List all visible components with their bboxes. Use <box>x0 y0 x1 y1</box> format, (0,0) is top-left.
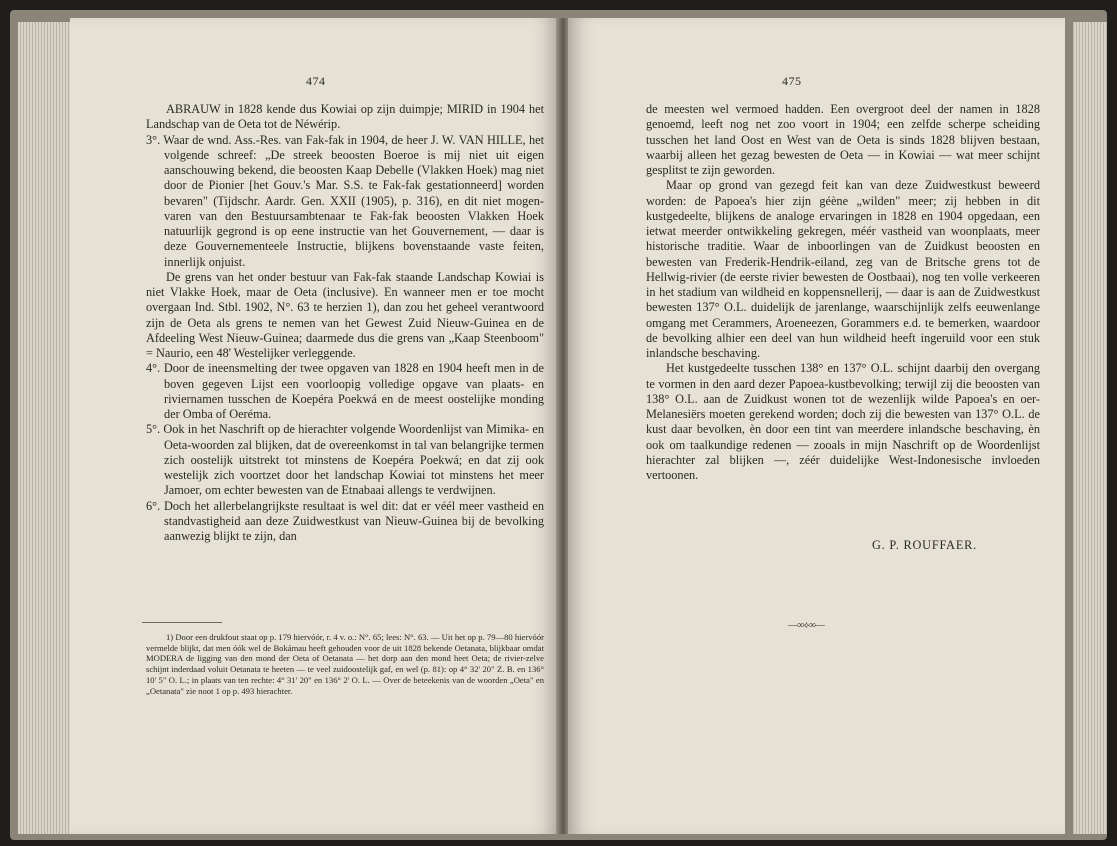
page-number-right: 475 <box>782 74 802 88</box>
paragraph: ABRAUW in 1828 kende dus Kowiai op zijn duimpje; MIRID in 1904 het Landschap van de Oeta tot de Néwérip. <box>146 102 544 132</box>
page-number-left: 474 <box>306 74 326 88</box>
paragraph: De grens van het onder bestuur van Fak-fak staande Landschap Kowiai is niet Vlakke Hoek, maar de Oeta (inclusive). En wanneer men er toe mocht overgaan Ind. Stbl. 1902, N°. 63 te herzien 1), dan zou het geheel verantwoord zijn de Oeta als grens te nemen van het Gewest Zuid Nieuw-Guinea en de Afdeeling West Nieuw-Guinea; daarmede dus die grens van „Kaap Steenboom" = Naurio, een 48' Westelijker verleggende. <box>146 269 544 360</box>
footnote <box>146 632 544 696</box>
footnote-text: 1) Door een drukfout staat op p. 179 hiervóór, r. 4 v. o.: N°. 65; lees: N°. 63. — Uit het op p. 79—80 hiervóór vermelde blijkt, dat men óók wel de Bokámau heeft gehouden voor de uit 1828 bekende Oetanata, blijkbaar omdat MODERA de ligging van den mond der Oeta of Oetanata — het dorp aan den mond heet Oeta; de rivier-zelve schijnt inderdaad voluit Oetanata te heeten — te veel zuidoostelijk gaf, en wel (p. 81): op 4° 32' 20" Z. B. en 136° 10' 5" O. L.; in plaats van ten rechte: 4° 31' 20" en 136° 2' O. L. — Over de beteekenis van de woorden „Oeta" en „Oetanata" zie noot 1 op p. 493 hierachter. <box>146 632 544 696</box>
numbered-paragraph: 5°. Ook in het Naschrift op de hierachter volgende Woordenlijst van Mimika- en Oeta-woorden zal blijken, dat de overeenkomst in tal van belangrijke termen zich oostelijk uitstrekt tot minstens de Koepéra Poekwá; en dat zij ook westelijk zich voortzet door het landschap Kowiai tot minstens het meer Jamoer, om echter bewesten van de Etnabaai allengs te verdwijnen. <box>146 422 544 498</box>
left-page-edges <box>18 22 70 834</box>
right-page-edges <box>1073 22 1107 834</box>
left-page-body <box>146 102 544 544</box>
paragraph: Het kustgedeelte tusschen 138° en 137° O.L. schijnt daarbij den overgang te vormen in den aard dezer Papoea-kustbevolking; terwijl zij die beoosten van 138° O.L. aan de Zuidkust wonen tot de wezenlijk wilde Papoea's en oer-Melanesiërs moeten gerekend worden; doch zij die bewesten van 137° O.L. de kust daar bevolken, èn door een tint van meerdere inlandsche beschaving, èn ook om taalkundige redenen — zooals in mijn Naschrift op de Woordenlijst hierachter zal blijken —, zéér duidelijke West-Indonesische invloeden vertoonen. <box>646 361 1040 482</box>
right-page-body <box>646 102 1040 483</box>
end-ornament: —∞⟡∞— <box>788 620 824 631</box>
paragraph: Maar op grond van gezegd feit kan van deze Zuidwestkust beweerd worden: de Papoea's hier zijn géène „wilden" meer; zij hebben in dit kustgedeelte, blijkens de analoge ervaringen in 1828 en 1904 opgedaan, een ietwat meerder ontwikkeling gekregen, méér vastheid van woonplaats, meer historische traditie. Waar de inboorlingen van de Zuidkust beoosten en bewesten van Frederik-Hendrik-eiland, zeg van de Britsche grens tot de Hellwig-rivier (de eerste rivier bewesten de Oostbaai), nog ten volle verkeeren in het stadium van wildheid en koppensnellerij, — daar is aan de Zuidwestkust bewesten 137° O.L. duidelijk de jarenlange, waarschijnlijk zelfs eeuwenlange omgang met Cerammers, Aroeneezen, Gorammers e.d. te bemerken, waardoor de bevolking alhier een deel van hun wildheid heeft ingeruild voor een stuk inlandsche beschaving. <box>646 178 1040 360</box>
author-signature: G. P. ROUFFAER. <box>872 538 978 552</box>
paragraph: de meesten wel vermoed hadden. Een overgroot deel der namen in 1828 genoemd, leeft nog net zoo voort in 1904; een zelfde scherpe scheiding tusschen het land Oost en West van de Oeta is sinds 1828 blijven bestaan, waarbij alleen het gezag bewesten de Oeta — in Kowiai — wat meer schijnt gesplitst te zijn geworden. <box>646 102 1040 177</box>
numbered-paragraph: 4°. Door de ineensmelting der twee opgaven van 1828 en 1904 heeft men in de boven gegeven Lijst een voorloopig volledige opgave van plaats- en riviernamen tusschen de Koepéra Poekwá en de meest oostelijke monding der Omba of Oeréma. <box>146 361 544 421</box>
numbered-paragraph: 6°. Doch het allerbelangrijkste resultaat is wel dit: dat er véél meer vastheid en standvastigheid aan deze Zuidwestkust van Nieuw-Guinea bij de bevolking aanwezig blijkt te zijn, dan <box>146 498 544 543</box>
footnote-rule <box>142 622 222 623</box>
numbered-paragraph: 3°. Waar de wnd. Ass.-Res. van Fak-fak in 1904, de heer J. W. VAN HILLE, het volgende schreef: „De streek beoosten Boeroe is mij niet uit eigen aanschouwing bekend, die beoosten Kaap Debelle (Vlakken Hoek) mag niet door de Pionier [het Gouv.'s Mar. S.S. te Fak-fak gestationneerd] worden bevaren" (Tijdschr. Aardr. Gen. XXII (1905), p. 316), en dit niet mogen-varen van den Bestuursambtenaar te Fak-fak beoosten Vlakken Hoek natuurlijk gegrond is op eene instructie van het Gouvernement, — daar is deze Gouvernementeele Instructie, blijkens bovenstaande vaste feiten, innerlijk onjuist. <box>146 132 544 269</box>
